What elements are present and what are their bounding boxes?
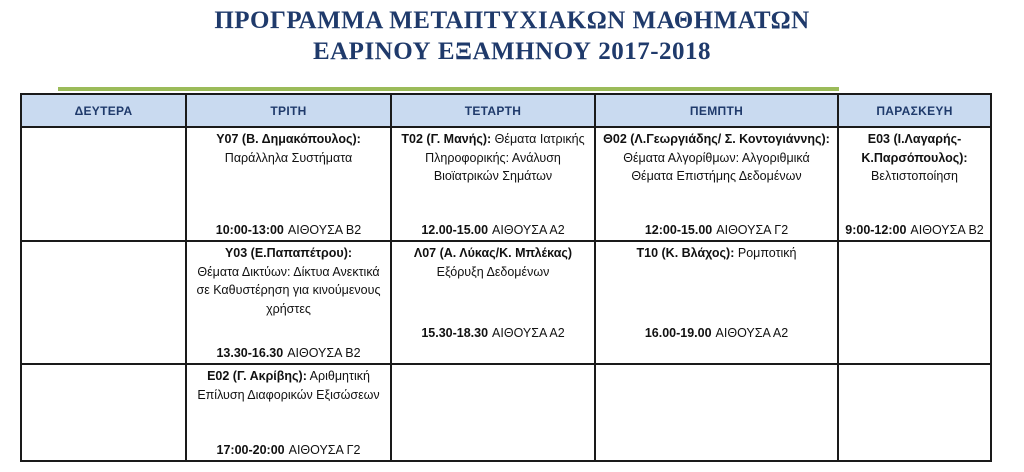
- day-header-tuesday: ΤΡΙΤΗ: [186, 94, 391, 127]
- course-code: Υ03 (Ε.Παπαπέτρου):: [224, 246, 353, 260]
- course-cell: [595, 127, 838, 241]
- page-subtitle: ΕΑΡΙΝΟΥ ΕΞΑΜΗΝΟΥ 2017-2018: [312, 38, 712, 65]
- day-header-wednesday: ΤΕΤΑΡΤΗ: [391, 94, 595, 127]
- course-room: ΑΙΘΟΥΣΑ Α2: [715, 326, 789, 340]
- schedule-table: [20, 93, 992, 462]
- course-time: 9:00-12:00: [845, 223, 907, 237]
- course-time: 13.30-16.30: [216, 346, 284, 360]
- course-room: ΑΙΘΟΥΣΑ Β2: [910, 223, 984, 237]
- course-code: Ε03 (Ι.Λαγαρής-Κ.Παρσόπουλος):: [861, 132, 968, 165]
- empty-cell: [21, 364, 186, 461]
- course-room: ΑΙΘΟΥΣΑ Β2: [287, 223, 362, 237]
- empty-cell: [21, 127, 186, 241]
- table-row: [21, 241, 991, 364]
- course-time: 12.00-15.00: [421, 223, 489, 237]
- course-cell: [186, 364, 391, 461]
- course-time: 12:00-15.00: [644, 223, 713, 237]
- empty-cell: [838, 364, 991, 461]
- course-title: Θέματα Ιατρικής Πληροφορικής: Ανάλυση Βιοϊατρικών Σημάτων: [425, 132, 585, 183]
- course-code: Ε02 (Γ. Ακρίβης):: [207, 369, 307, 383]
- course-room: ΑΙΘΟΥΣΑ Β2: [287, 346, 361, 360]
- course-title: Θέματα Αλγορίθμων: Αλγοριθμικά Θέματα Επιστήμης Δεδομένων: [623, 150, 810, 183]
- course-cell: [595, 241, 838, 364]
- course-code: Υ07 (Β. Δημακόπουλος):: [216, 132, 361, 146]
- empty-cell: [595, 364, 838, 461]
- day-header-monday: ΔΕΥΤΕΡΑ: [21, 94, 186, 127]
- empty-cell: [21, 241, 186, 364]
- course-code: Θ02 (Λ.Γεωργιάδης/ Σ. Κοντογιάννης):: [603, 132, 830, 146]
- course-code: Τ02 (Γ. Μανής):: [401, 132, 492, 146]
- course-cell: [838, 127, 991, 241]
- course-room: ΑΙΘΟΥΣΑ Γ2: [716, 223, 789, 237]
- course-cell: [391, 241, 595, 364]
- course-code: Τ10 (Κ. Βλάχος):: [636, 246, 735, 260]
- course-room: ΑΙΘΟΥΣΑ Α2: [492, 223, 565, 237]
- course-code: Λ07 (Α. Λύκας/Κ. Μπλέκας): [413, 246, 573, 260]
- table-row: [21, 127, 991, 241]
- course-title: Ρομποτική: [737, 246, 797, 260]
- course-title: Εξόρυξη Δεδομένων: [436, 264, 550, 279]
- course-time: 10:00-13:00: [215, 223, 284, 237]
- course-title: Βελτιστοποίηση: [871, 169, 958, 183]
- course-time: 16.00-19.00: [644, 326, 712, 340]
- day-header-thursday: ΠΕΜΠΤΗ: [595, 94, 838, 127]
- empty-cell: [391, 364, 595, 461]
- course-title: Θέματα Δικτύων: Δίκτυα Ανεκτικά σε Καθυστέρηση για κινούμενους χρήστες: [196, 264, 381, 316]
- course-title: Παράλληλα Συστήματα: [224, 150, 353, 165]
- course-cell: [186, 241, 391, 364]
- table-row: [21, 364, 991, 461]
- course-room: ΑΙΘΟΥΣΑ Α2: [492, 326, 565, 340]
- title-divider: [58, 87, 839, 91]
- course-cell: [186, 127, 391, 241]
- page-title: ΠΡΟΓΡΑΜΜΑ ΜΕΤΑΠΤΥΧΙΑΚΩΝ ΜΑΘΗΜΑΤΩΝ: [214, 7, 810, 34]
- course-room: ΑΙΘΟΥΣΑ Γ2: [288, 443, 361, 457]
- course-time: 17:00-20:00: [216, 443, 285, 457]
- course-cell: [391, 127, 595, 241]
- course-time: 15.30-18.30: [421, 326, 489, 340]
- empty-cell: [838, 241, 991, 364]
- header-row: [21, 94, 991, 127]
- day-header-friday: ΠΑΡΑΣΚΕΥΗ: [838, 94, 991, 127]
- course-title: Αριθμητική Επίλυση Διαφορικών Εξισώσεων: [197, 369, 380, 402]
